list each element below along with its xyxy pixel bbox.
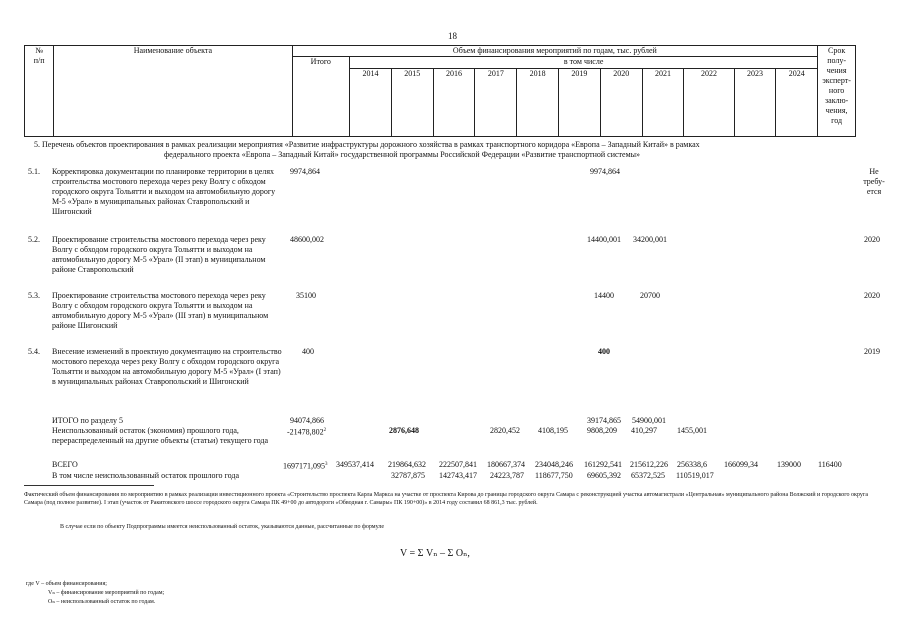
header-term: Срок полу- чения эксперт- ного заклю- чения, год bbox=[818, 46, 856, 137]
header-volume: Объем финансирования мероприятий по годам, тыс. рублей bbox=[292, 46, 818, 57]
vsego-2024: 116400 bbox=[818, 460, 842, 469]
row-name: Корректировка документации по планировке территории в целях строительства мостового перехода через реку Волгу с обходом городского округа Тольятти и выходом на автомобильную дорогу М-5 «Урал» в муниципальных районах Ставропольский и Шигонский bbox=[52, 167, 276, 216]
unused-2021: 1455,001 bbox=[677, 426, 707, 435]
header-total: Итого bbox=[292, 57, 349, 137]
row-term: 2020 bbox=[864, 291, 880, 300]
unused-total bbox=[287, 426, 326, 438]
year-2022: 2022 bbox=[684, 69, 734, 137]
row-name: Проектирование строительства мостового перехода через реку Волгу с обходом городского округа Тольятти и выходом на автомобильную дорогу М-5 «Урал» (II этап) в муниципальном районе Ставропольский bbox=[52, 235, 266, 274]
unused-2019: 9808,209 bbox=[587, 426, 617, 435]
incl-unused-2018: 118677,750 bbox=[535, 471, 573, 480]
footnote-2: В случае если по объекту Подпрограммы имеется неиспользованный остаток, указываются данные, рассчитанные по формуле bbox=[60, 524, 384, 530]
row-name: Проектирование строительства мостового перехода через реку Волгу с обходом городского округа Тольятти и выходом на автомобильную дорогу М-5 «Урал» (III этап) в муниципальном районе Шигонский bbox=[52, 291, 269, 330]
row-2019: 14400 bbox=[594, 291, 614, 300]
row-no: 5.4. bbox=[28, 347, 40, 356]
vsego-total bbox=[283, 460, 328, 472]
header-table bbox=[24, 45, 856, 137]
row-2020: 20700 bbox=[640, 291, 660, 300]
year-2019: 2019 bbox=[559, 69, 601, 137]
vsego-2014: 349537,414 bbox=[336, 460, 374, 469]
vsego-2015: 219864,632 bbox=[388, 460, 426, 469]
year-2016: 2016 bbox=[433, 69, 475, 137]
incl-unused-2016: 142743,417 bbox=[439, 471, 477, 480]
year-2018: 2018 bbox=[517, 69, 559, 137]
footnote-divider bbox=[24, 485, 154, 486]
formula: V = Σ Vₙ – Σ Oₙ, bbox=[400, 548, 470, 559]
itogo-2020: 54900,001 bbox=[632, 416, 666, 425]
legend-line: Oₙ – неиспользованный остаток по годам. bbox=[48, 599, 156, 605]
section-title-line1: 5. Перечень объектов проектирования в рамках реализации мероприятия «Развитие инфраструктуры дорожного хозяйства в рамках транспортного коридора «Европа – Западный Китай» в рамках bbox=[34, 140, 700, 149]
row-2019: 9974,864 bbox=[590, 167, 620, 176]
unused-label: Неиспользованный остаток (экономия) прошлого года, перераспределенный на другие объекты (статьи) текущего года bbox=[52, 426, 269, 445]
legend-line: где V – объем финансирования; bbox=[26, 581, 107, 587]
header-incl: в том числе bbox=[350, 57, 818, 69]
row-total: 48600,002 bbox=[290, 235, 324, 244]
unused-2017: 2820,452 bbox=[490, 426, 520, 435]
vsego-2016: 222507,841 bbox=[439, 460, 477, 469]
vsego-2018: 234048,246 bbox=[535, 460, 573, 469]
incl-unused-2019: 69605,392 bbox=[587, 471, 621, 480]
row-total: 400 bbox=[302, 347, 314, 356]
row-no: 5.3. bbox=[28, 291, 40, 300]
header-no: № п/п bbox=[25, 46, 54, 137]
vsego-2022: 166099,34 bbox=[724, 460, 758, 469]
section-title-line2: федерального проекта «Европа – Западный Китай» государственной программы Российской Федерации «Развитие транспортной системы» bbox=[164, 150, 641, 159]
vsego-2019: 161292,541 bbox=[584, 460, 622, 469]
itogo-label: ИТОГО по разделу 5 bbox=[52, 416, 123, 425]
vsego-total-sup: 3 bbox=[325, 462, 328, 467]
unused-2018: 4108,195 bbox=[538, 426, 568, 435]
year-2023: 2023 bbox=[734, 69, 776, 137]
itogo-2019: 39174,865 bbox=[587, 416, 621, 425]
unused-2015: 2876,648 bbox=[389, 426, 419, 435]
section-title bbox=[34, 140, 864, 160]
year-2020: 2020 bbox=[600, 69, 642, 137]
row-total: 35100 bbox=[296, 291, 316, 300]
row-no: 5.1. bbox=[28, 167, 40, 176]
row-total: 9974,864 bbox=[290, 167, 320, 176]
year-2021: 2021 bbox=[642, 69, 684, 137]
row-2019: 14400,001 bbox=[587, 235, 621, 244]
row-term: Не требу- ется bbox=[863, 167, 885, 196]
row-term: 2019 bbox=[864, 347, 880, 356]
row-2019: 400 bbox=[598, 347, 610, 356]
year-2017: 2017 bbox=[475, 69, 517, 137]
row-name: Внесение изменений в проектную документацию на строительство мостового перехода через реку Волгу с обходом городского округа Тольятти и выходом на автомобильную дорогу М-5 «Урал» (I этап) в муниципальных районах Ставропольский и Шигонский bbox=[52, 347, 282, 386]
row-2020: 34200,001 bbox=[633, 235, 667, 244]
unused-total-value: -21478,802 bbox=[287, 427, 324, 437]
incl-unused-2017: 24223,787 bbox=[490, 471, 524, 480]
vsego-2021: 256338,6 bbox=[677, 460, 707, 469]
year-2015: 2015 bbox=[391, 69, 433, 137]
itogo-total: 94074,866 bbox=[290, 416, 324, 425]
incl-unused-2015: 32787,875 bbox=[391, 471, 425, 480]
year-2014: 2014 bbox=[350, 69, 392, 137]
vsego-total-value: 1697171,095 bbox=[283, 461, 325, 471]
incl-unused-label: В том числе неиспользованный остаток прошлого года bbox=[52, 471, 240, 480]
incl-unused-2021: 110519,017 bbox=[676, 471, 714, 480]
year-2024: 2024 bbox=[776, 69, 818, 137]
row-term: 2020 bbox=[864, 235, 880, 244]
page-number: 18 bbox=[448, 31, 457, 41]
unused-2020: 410,297 bbox=[631, 426, 657, 435]
vsego-label: ВСЕГО bbox=[52, 460, 78, 469]
vsego-2023: 139000 bbox=[777, 460, 801, 469]
row-no: 5.2. bbox=[28, 235, 40, 244]
unused-total-sup: 2 bbox=[323, 428, 327, 433]
footnote-1: Фактический объем финансирования по мероприятию в рамках реализации инвестиционного проекта «Строительство проспекта Карла Маркса на участке от проспекта Кирова до границы городского округа Самара с реконструкцией участка автомагистрали «Центральная» муниципального района Волжский и городского округа Самара (под полное развитие). I этап (участок от Ракитовского шоссе городского округа Самара ПК 49+00 до автодороги «Обводная г. Самары» ПК 190+00)» в 2014 году составил 68 861,3 тыс. рублей. bbox=[24, 492, 869, 506]
vsego-2017: 180667,374 bbox=[487, 460, 525, 469]
vsego-2020: 215612,226 bbox=[630, 460, 668, 469]
legend-line: Vₙ – финансирование мероприятий по годам; bbox=[48, 590, 165, 596]
incl-unused-2020: 65372,525 bbox=[631, 471, 665, 480]
header-name: Наименование объекта bbox=[54, 46, 292, 137]
